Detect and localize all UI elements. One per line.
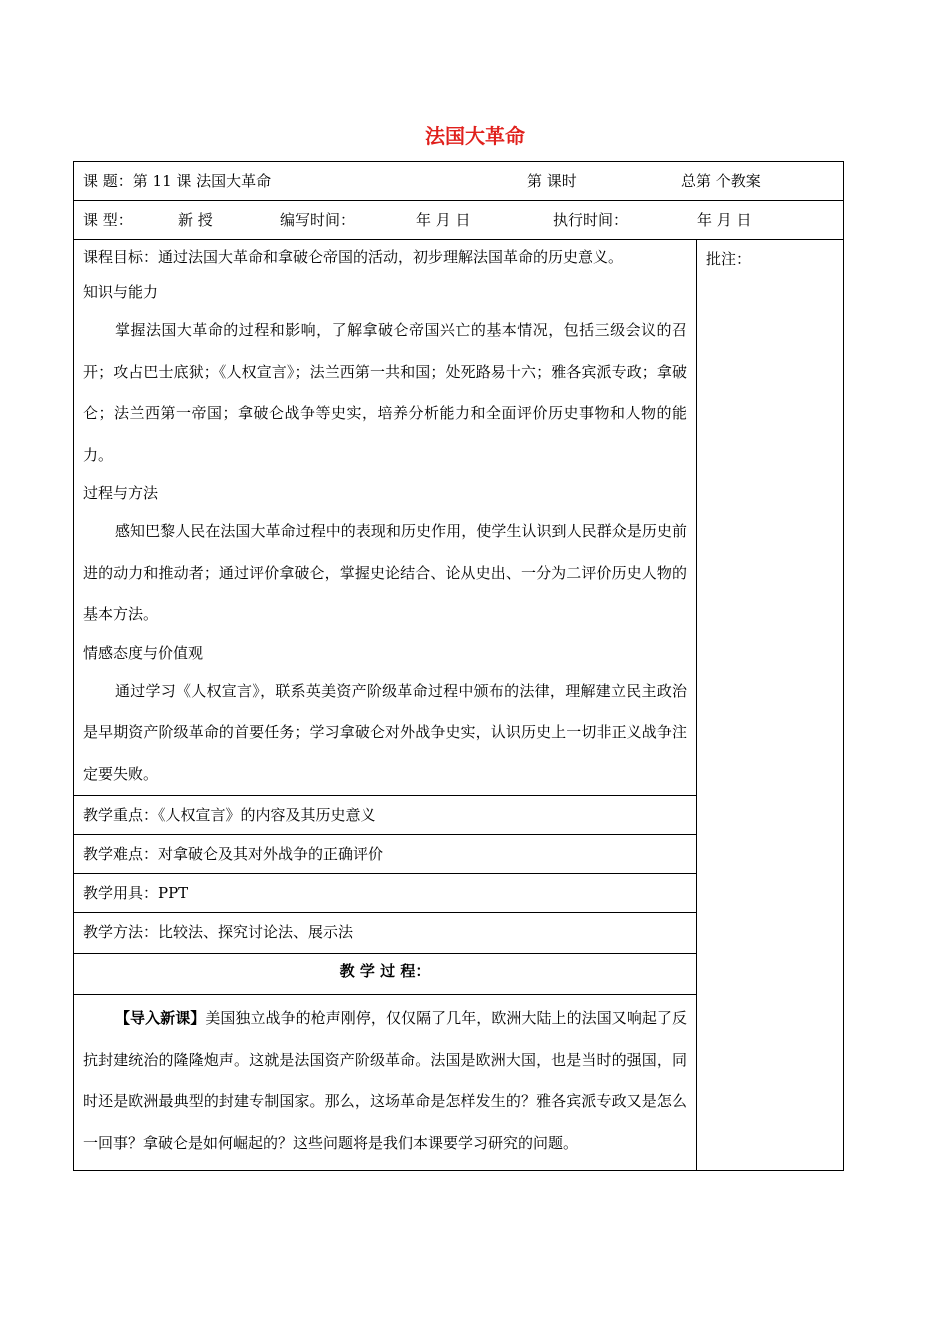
exec-time-label: 执行时间： bbox=[553, 211, 629, 229]
section-values-title: 情感态度与价值观 bbox=[83, 643, 204, 662]
intro-cell bbox=[74, 995, 697, 1171]
objectives-row bbox=[74, 240, 844, 796]
written-time-label: 编写时间： bbox=[280, 211, 356, 229]
exec-date: 年 月 日 bbox=[697, 211, 752, 229]
section-knowledge-title: 知识与能力 bbox=[83, 283, 159, 301]
objectives-cell bbox=[74, 240, 697, 796]
key-point-cell: 教学重点：《人权宣言》的内容及其历史意义 bbox=[74, 796, 697, 835]
annotation-label: 批注： bbox=[706, 250, 752, 268]
process-heading: 教 学 过 程： bbox=[74, 954, 697, 995]
type-row bbox=[74, 201, 844, 240]
lesson-plan-table bbox=[73, 161, 844, 1171]
topic-row bbox=[74, 162, 844, 201]
methods-cell: 教学方法：比较法、探究讨论法、展示法 bbox=[74, 913, 697, 954]
annotation-column bbox=[697, 240, 844, 1171]
intro-paragraph bbox=[83, 995, 687, 1170]
section-values-text: 通过学习《人权宣言》，联系英美资产阶级革命过程中颁布的法律，理解建立民主政治是早期资产阶级革命的首要任务；学习拿破仑对外战争史实，认识历史上一切非正义战争注定要失败。 bbox=[83, 681, 687, 783]
tools-cell: 教学用具：PPT bbox=[74, 874, 697, 913]
period-label: 第 课时 bbox=[527, 172, 577, 190]
written-date: 年 月 日 bbox=[416, 211, 471, 229]
section-knowledge-text: 掌握法国大革命的过程和影响，了解拿破仑帝国兴亡的基本情况，包括三级会议的召开；攻占巴士底狱；《人权宣言》；法兰西第一共和国；处死路易十六；雅各宾派专政；拿破仑；法兰西第一帝国；拿破仑战争等史实，培养分析能力和全面评价历史事物和人物的能力。 bbox=[83, 321, 687, 464]
type-label: 课 型： bbox=[83, 211, 133, 229]
section-process-title: 过程与方法 bbox=[83, 484, 159, 502]
intro-tag: 【导入新课】 bbox=[115, 1009, 206, 1027]
topic-cell bbox=[74, 162, 844, 201]
topic-label: 课 题：第 11 课 法国大革命 bbox=[83, 172, 272, 190]
document-title: 法国大革命 bbox=[425, 124, 525, 148]
type-cell bbox=[74, 201, 844, 240]
section-process-text: 感知巴黎人民在法国大革命过程中的表现和历史作用，使学生认识到人民群众是历史前进的动力和推动者；通过评价拿破仑，掌握史论结合、论从史出、一分为二评价历史人物的基本方法。 bbox=[83, 522, 687, 623]
plan-number-label: 总第 个教案 bbox=[681, 172, 761, 190]
difficulty-cell: 教学难点：对拿破仑及其对外战争的正确评价 bbox=[74, 835, 697, 874]
intro-text: 美国独立战争的枪声刚停，仅仅隔了几年，欧洲大陆上的法国又响起了反抗封建统治的隆隆炮声。这就是法国资产阶级革命。法国是欧洲大国，也是当时的强国，同时还是欧洲最典型的封建专制国家。那么，这场革命是怎样发生的？雅各宾派专政又是怎么一回事？拿破仑是如何崛起的？这些问题将是我们本课要学习研究的问题。 bbox=[83, 1009, 687, 1152]
course-goal: 课程目标：通过法国大革命和拿破仑帝国的活动，初步理解法国革命的历史意义。 bbox=[83, 248, 624, 266]
type-value: 新 授 bbox=[178, 211, 213, 229]
